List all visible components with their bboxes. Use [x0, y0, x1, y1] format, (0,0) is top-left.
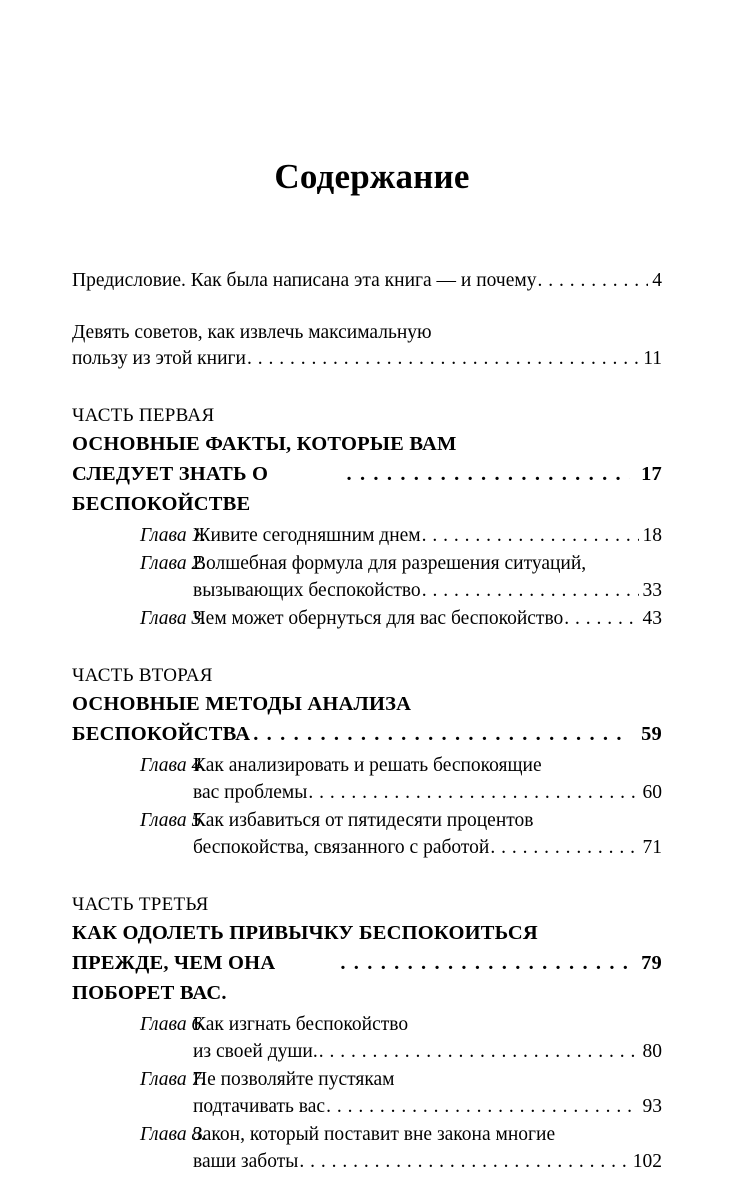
- chapter-number: Глава 2.: [140, 553, 207, 574]
- chapter-body: [193, 1011, 662, 1065]
- leader-dots: [490, 834, 638, 861]
- leader-dots: [564, 605, 638, 632]
- part-page-number: 59: [641, 723, 662, 745]
- chapter-body: [193, 522, 662, 549]
- chapter-number: Глава 5.: [140, 810, 207, 831]
- chapter-title-line-text: Закон, который поставит вне закона многие: [193, 1124, 556, 1145]
- leader-dots: [299, 1148, 628, 1175]
- front-matter-line-text: пользу из этой книги: [72, 348, 246, 369]
- chapter-title-line-text: Как анализировать и решать беспокоящие: [193, 755, 542, 776]
- leader-dots: [326, 1093, 638, 1120]
- leader-dots: [422, 522, 639, 549]
- part-title-line: [72, 429, 662, 459]
- chapter-title-line-text: Волшебная формула для разрешения ситуаций,: [193, 553, 587, 574]
- part-title-line-text: ОСНОВНЫЕ МЕТОДЫ АНАЛИЗА: [72, 693, 412, 715]
- chapter-title-line: [193, 550, 662, 577]
- chapter-title-line: [193, 834, 662, 861]
- part-title-line-text: ПРЕЖДЕ, ЧЕМ ОНА ПОБОРЕТ ВАС.: [72, 952, 276, 1004]
- chapter-page-number: 18: [642, 525, 662, 546]
- leader-dots: [247, 346, 639, 372]
- chapter-title-line-text: Не позволяйте пустякам: [193, 1069, 395, 1090]
- part-title: [72, 689, 662, 749]
- chapter-title-line: [193, 752, 662, 779]
- part-title-line: [72, 719, 662, 749]
- front-matter-line-text: Предисловие. Как была написана эта книга — и почему: [72, 270, 537, 291]
- chapter-title-line-text: ваши заботы: [193, 1151, 299, 1172]
- chapter-list: [72, 1011, 662, 1175]
- chapter-title-line: [193, 1093, 662, 1120]
- chapter-list: [72, 752, 662, 861]
- chapter-body: [193, 752, 662, 806]
- front-matter-list: [72, 268, 662, 372]
- chapter-entry: [72, 1066, 662, 1120]
- part-title-line-text: СЛЕДУЕТ ЗНАТЬ О БЕСПОКОЙСТВЕ: [72, 463, 269, 515]
- leader-dots: [422, 577, 639, 604]
- chapter-title-line-text: Как изгнать беспокойство: [193, 1014, 409, 1035]
- part-page-number: 17: [641, 463, 662, 485]
- front-matter-entry: [72, 268, 662, 294]
- chapter-title-line: [193, 1148, 662, 1175]
- parts-list: [72, 402, 662, 1175]
- leader-dots: [347, 459, 631, 489]
- chapter-entry: [72, 605, 662, 632]
- front-matter-page-number: 11: [643, 348, 662, 369]
- chapter-title-line-text: подтачивать вас: [193, 1096, 326, 1117]
- chapter-entry: [72, 522, 662, 549]
- chapter-number: Глава 7.: [140, 1069, 207, 1090]
- chapter-title-line: [193, 1038, 662, 1065]
- page-title: Содержание: [274, 157, 470, 196]
- part-title-line: [72, 689, 662, 719]
- leader-dots: [319, 1038, 639, 1065]
- chapter-page-number: 93: [642, 1096, 662, 1117]
- chapter-body: [193, 550, 662, 604]
- chapter-entry: [72, 550, 662, 604]
- part-title-line-text: БЕСПОКОЙСТВА: [72, 723, 251, 745]
- chapter-page-number: 43: [642, 608, 662, 629]
- chapter-body: [193, 807, 662, 861]
- part-label: ЧАСТЬ ВТОРАЯ: [72, 665, 213, 686]
- chapter-page-number: 60: [642, 782, 662, 803]
- chapter-title-line: [193, 605, 662, 632]
- toc-content: [72, 268, 662, 1183]
- part-block: [72, 402, 662, 632]
- part-title-line-text: КАК ОДОЛЕТЬ ПРИВЫЧКУ БЕСПОКОИТЬСЯ: [72, 922, 538, 944]
- chapter-title-line: [193, 1011, 662, 1038]
- chapter-entry: [72, 752, 662, 806]
- leader-dots: [308, 779, 638, 806]
- part-title-line-text: ОСНОВНЫЕ ФАКТЫ, КОТОРЫЕ ВАМ: [72, 433, 457, 455]
- chapter-number: Глава 8.: [140, 1124, 207, 1145]
- chapter-title-line-text: вызывающих беспокойство: [193, 580, 421, 601]
- chapter-title-line: [193, 522, 662, 549]
- part-page-number: 79: [641, 952, 662, 974]
- chapter-entry: [72, 1011, 662, 1065]
- chapter-page-number: 80: [642, 1041, 662, 1062]
- chapter-number: Глава 1.: [140, 525, 207, 546]
- part-title: [72, 429, 662, 519]
- part-title: [72, 918, 662, 1008]
- chapter-number: Глава 3.: [140, 608, 207, 629]
- chapter-title-line-text: Как избавиться от пятидесяти процентов: [193, 810, 534, 831]
- chapter-page-number: 102: [632, 1151, 662, 1172]
- chapter-title-line: [193, 807, 662, 834]
- chapter-title-line: [193, 779, 662, 806]
- leader-dots: [340, 948, 630, 978]
- part-block: [72, 662, 662, 861]
- chapter-page-number: 33: [642, 580, 662, 601]
- leader-dots: [537, 268, 648, 294]
- part-block: [72, 891, 662, 1175]
- chapter-list: [72, 522, 662, 632]
- front-matter-entry: [72, 320, 662, 372]
- chapter-title-line: [193, 1121, 662, 1148]
- chapter-title-line-text: беспокойства, связанного с работой: [193, 837, 490, 858]
- chapter-body: [193, 1121, 662, 1175]
- chapter-body: [193, 1066, 662, 1120]
- front-matter-line-text: Девять советов, как извлечь максимальную: [72, 322, 432, 343]
- front-matter-line: [72, 320, 662, 346]
- chapter-title-line: [193, 1066, 662, 1093]
- chapter-title-line-text: вас проблемы: [193, 782, 308, 803]
- chapter-number: Глава 6.: [140, 1014, 207, 1035]
- chapter-title-line: [193, 577, 662, 604]
- chapter-entry: [72, 1121, 662, 1175]
- chapter-title-line-text: Чем может обернуться для вас беспокойство: [193, 608, 564, 629]
- part-label: ЧАСТЬ ТРЕТЬЯ: [72, 894, 209, 915]
- chapter-body: [193, 605, 662, 632]
- chapter-title-line-text: из своей души.: [193, 1041, 318, 1062]
- chapter-title-line-text: Живите сегодняшним днем: [193, 525, 421, 546]
- part-title-line: [72, 459, 662, 519]
- part-label: ЧАСТЬ ПЕРВАЯ: [72, 405, 215, 426]
- chapter-number: Глава 4.: [140, 755, 207, 776]
- leader-dots: [253, 719, 630, 749]
- front-matter-page-number: 4: [652, 270, 662, 291]
- chapter-entry: [72, 807, 662, 861]
- part-title-line: [72, 918, 662, 948]
- part-title-line: [72, 948, 662, 1008]
- front-matter-line: [72, 268, 662, 294]
- chapter-page-number: 71: [642, 837, 662, 858]
- front-matter-line: [72, 346, 662, 372]
